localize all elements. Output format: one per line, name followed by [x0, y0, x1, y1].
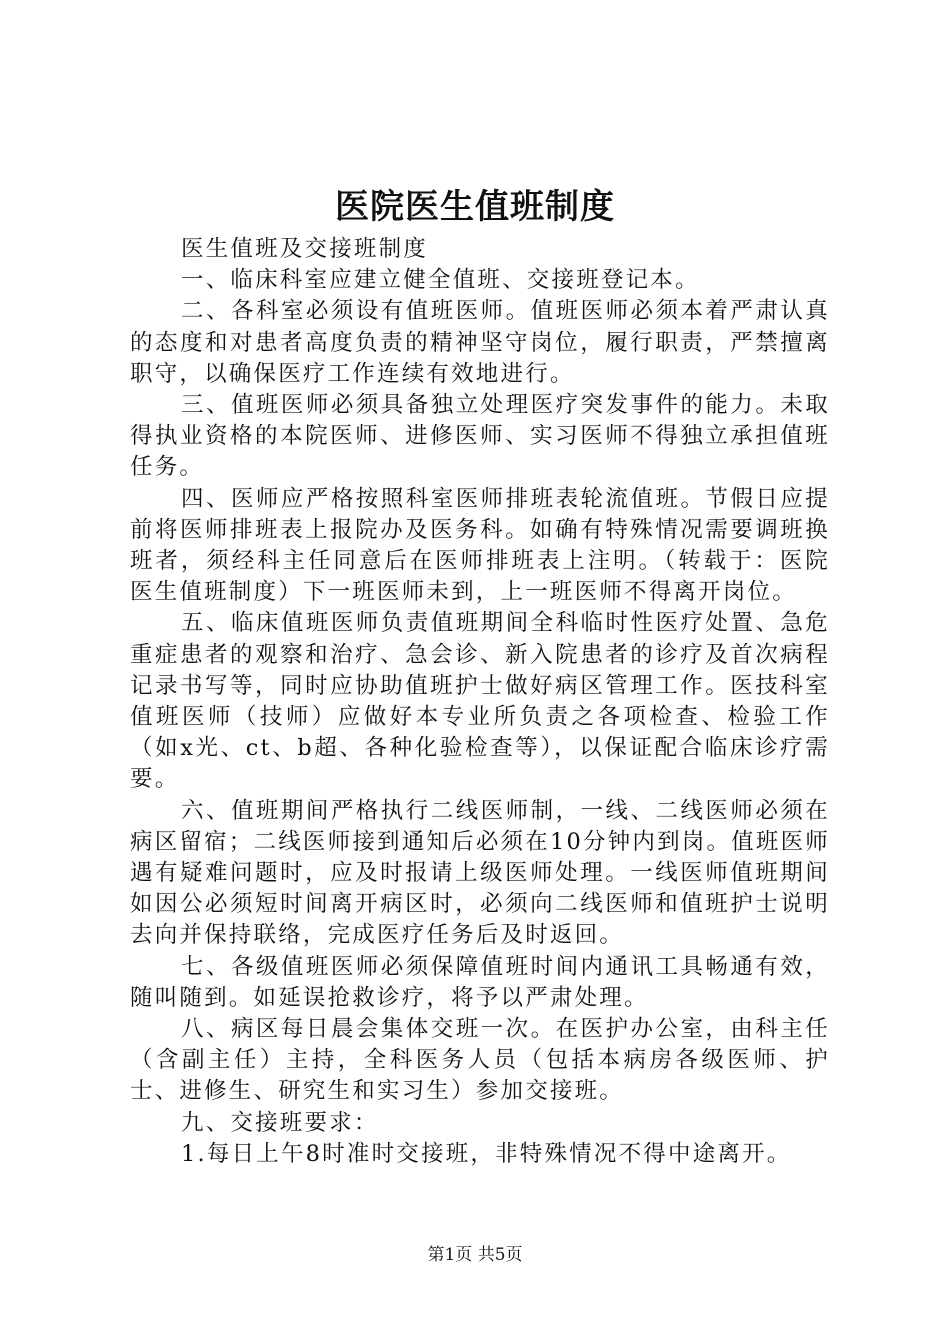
paragraph-9-item-1: 1.每日上午8时准时交接班，非特殊情况不得中途离开。	[181, 1140, 792, 1167]
document-body	[130, 234, 830, 1170]
paragraph-1: 一、临床科室应建立健全值班、交接班登记本。	[181, 267, 700, 294]
paragraph-6: 六、值班期间严格执行二线医师制，一线、二线医师必须在病区留宿；二线医师接到通知后必须在10分钟内到岗。值班医师遇有疑难问题时，应及时报请上级医师处理。一线医师值班期间如因公必须短时间离开病区时，必须向二线医师和值班护士说明去向并保持联络，完成医疗任务后及时返回。	[130, 797, 830, 949]
paragraph-8: 八、病区每日晨会集体交班一次。在医护办公室，由科主任（含副主任）主持，全科医务人员（包括本病房各级医师、护士、进修生、研究生和实习生）参加交接班。	[130, 1016, 830, 1105]
paragraph-7: 七、各级值班医师必须保障值班时间内通讯工具畅通有效，随叫随到。如延误抢救诊疗，将予以严肃处理。	[130, 953, 830, 1011]
paragraph-3: 三、值班医师必须具备独立处理医疗突发事件的能力。未取得执业资格的本院医师、进修医师、实习医师不得独立承担值班任务。	[130, 392, 830, 481]
paragraph-2: 二、各科室必须设有值班医师。值班医师必须本着严肃认真的态度和对患者高度负责的精神坚守岗位，履行职责，严禁擅离职守，以确保医疗工作连续有效地进行。	[130, 298, 830, 387]
paragraph-heading: 医生值班及交接班制度	[181, 236, 429, 262]
paragraph-5: 五、临床值班医师负责值班期间全科临时性医疗处置、急危重症患者的观察和治疗、急会诊、新入院患者的诊疗及首次病程记录书写等，同时应协助值班护士做好病区管理工作。医技科室值班医师（技师）应做好本专业所负责之各项检查、检验工作（如x光、ct、b超、各种化验检查等），以保证配合临床诊疗需要。	[130, 610, 830, 793]
page-footer: 第1页 共5页	[427, 1245, 523, 1265]
paragraph-9: 九、交接班要求：	[181, 1109, 379, 1136]
document-title: 医院医生值班制度	[335, 187, 615, 227]
paragraph-4: 四、医师应严格按照科室医师排班表轮流值班。节假日应提前将医师排班表上报院办及医务科。如确有特殊情况需要调班换班者，须经科主任同意后在医师排班表上注明。（转载于：医院医生值班制度）下一班医师未到，上一班医师不得离开岗位。	[130, 485, 830, 606]
